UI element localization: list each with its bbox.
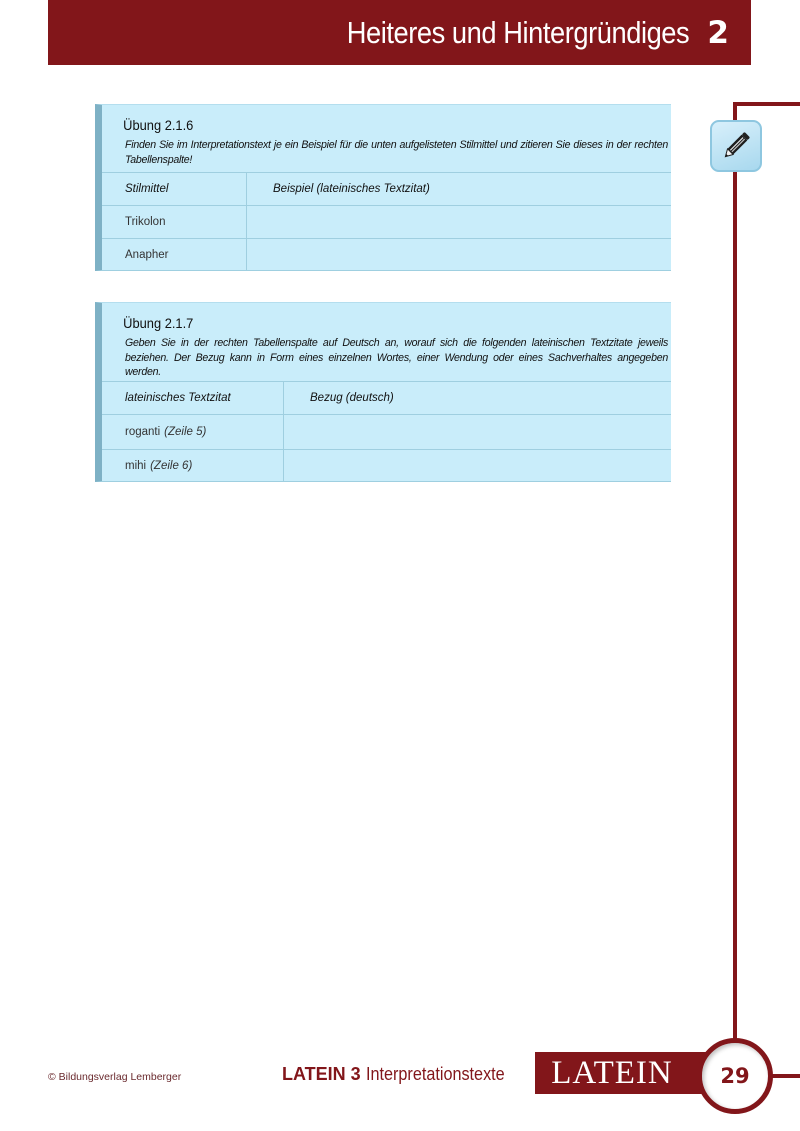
exercise-table <box>102 381 671 482</box>
column-header: Beispiel (lateinisches Textzitat) <box>273 183 430 195</box>
table-header-row <box>102 381 671 414</box>
series-name: LATEIN 3 <box>282 1064 361 1084</box>
exercise-box-2-1-6 <box>95 104 671 271</box>
answer-cell[interactable] <box>247 239 671 270</box>
chapter-number: 2 <box>707 14 729 51</box>
table-row <box>102 449 671 482</box>
decorative-line-footer <box>771 1074 800 1078</box>
exercise-box-2-1-7 <box>95 302 671 482</box>
table-row <box>102 238 671 270</box>
column-header: Bezug (deutsch) <box>310 392 394 404</box>
term-text: Trikolon <box>125 216 166 228</box>
page-number: 29 <box>720 1064 750 1088</box>
column-header: Stilmittel <box>102 173 247 205</box>
chapter-title: Heiteres und Hintergründiges <box>346 14 690 50</box>
row-term <box>102 206 247 238</box>
row-term <box>102 415 284 449</box>
decorative-line-vertical <box>733 102 737 1042</box>
exercise-instruction: Geben Sie in der rechten Tabellenspalte auf Deutsch an, worauf sich die folgenden lateinischen Textzitate jeweils beziehen. Der Bezug kann in Form eines einzelnen Wortes, einer Wendung oder eines Sachverhaltes angegeben werden. <box>125 337 668 378</box>
answer-cell[interactable] <box>284 415 671 449</box>
term-text: Anapher <box>125 248 169 261</box>
answer-cell[interactable] <box>247 206 671 238</box>
exercise-table <box>102 172 671 270</box>
row-term <box>102 239 247 270</box>
term-text: mihi <box>125 460 147 472</box>
exercise-title: Übung 2.1.6 <box>123 117 194 133</box>
latein-logo: LATEIN <box>535 1052 707 1094</box>
line-reference: (Zeile 6) <box>150 460 193 472</box>
pencil-icon <box>719 129 753 163</box>
term-text: roganti <box>125 426 161 438</box>
page-number-badge <box>697 1038 773 1114</box>
table-header-row <box>102 172 671 205</box>
row-term <box>102 450 284 482</box>
exercise-instruction: Finden Sie im Interpretationstext je ein Beispiel für die unten aufgelisteten Stilmittel und zitieren Sie dieses in der rechten Tabellenspalte! <box>125 139 668 166</box>
copyright-notice: © Bildungsverlag Lemberger <box>48 1071 182 1083</box>
series-title <box>282 1064 520 1085</box>
exercise-title: Übung 2.1.7 <box>123 315 194 331</box>
table-row <box>102 414 671 449</box>
chapter-header <box>48 0 751 65</box>
table-row <box>102 205 671 238</box>
exercise-pencil-badge <box>710 120 762 172</box>
series-subtitle: Interpretationstexte <box>365 1064 505 1084</box>
answer-cell[interactable] <box>284 450 671 482</box>
decorative-line-horizontal <box>733 102 800 106</box>
line-reference: (Zeile 5) <box>164 426 207 438</box>
column-header: lateinisches Textzitat <box>102 382 284 414</box>
